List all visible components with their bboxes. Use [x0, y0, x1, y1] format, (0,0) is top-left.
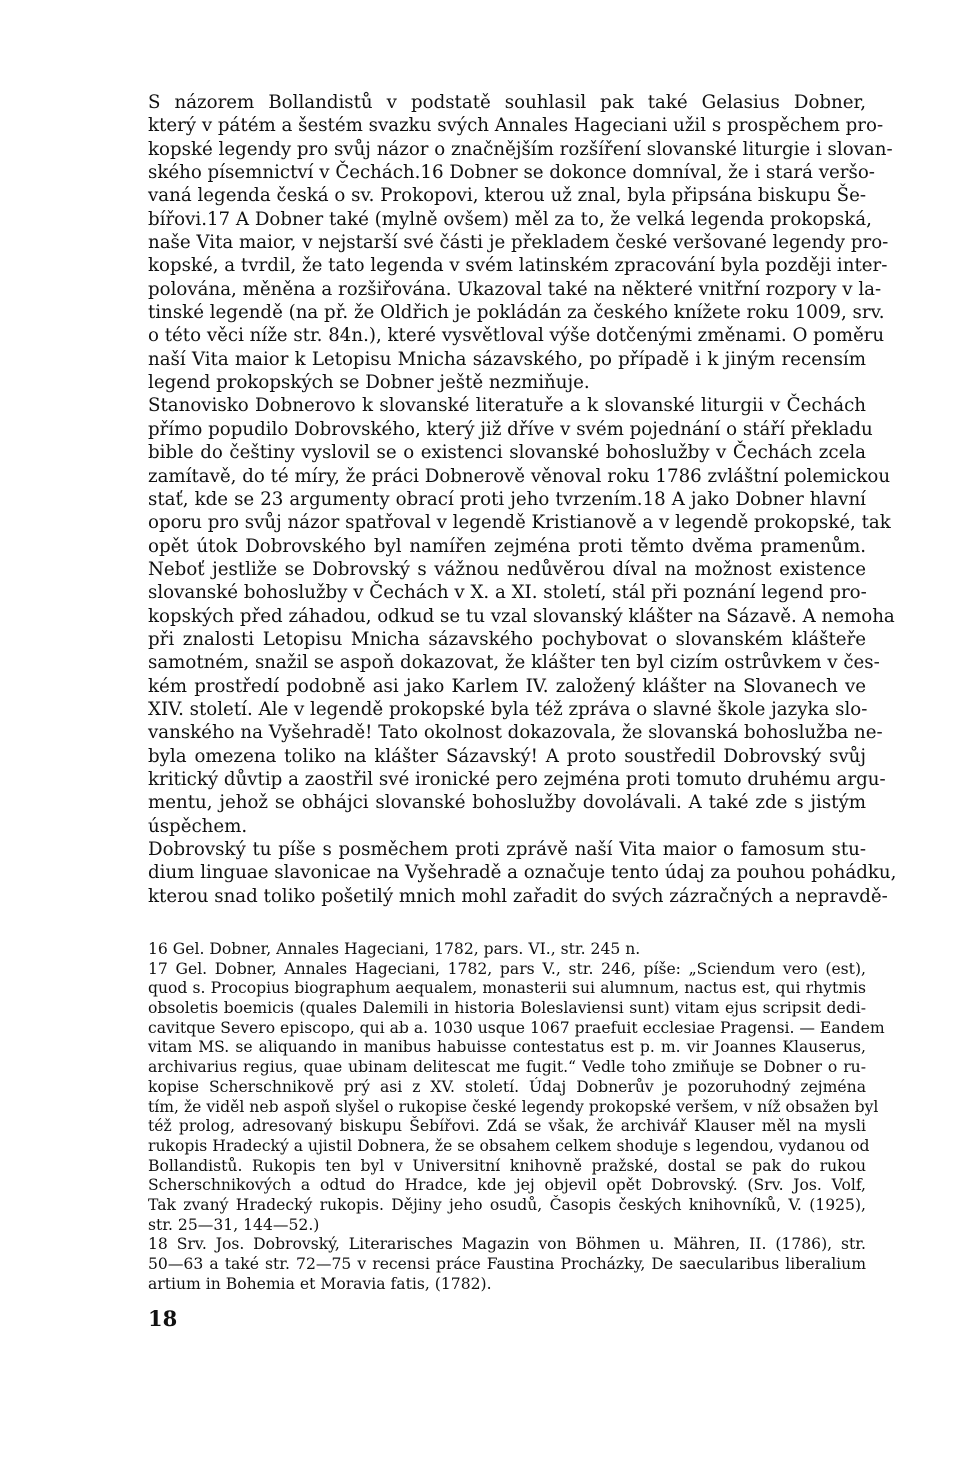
- text-line: opět útok Dobrovského byl namířen zejména proti těmto dvěma pramenům.: [148, 535, 866, 557]
- text-line: legend prokopských se Dobner ještě nezmiňuje.: [148, 372, 590, 394]
- text-line: bible do češtiny vyslovil se o existenci slovanské bohoslužby v Čechách zcela: [148, 442, 866, 464]
- text-line: tinské legendě (na př. že Oldřich je pokládán za českého knížete roku 1009, srv.: [148, 302, 885, 324]
- text-line: úspěchem.: [148, 815, 248, 837]
- text-line: o této věci níže str. 84n.), které vysvětloval výše dotčenými změnami. O poměru: [148, 325, 885, 347]
- text-line: kopské, a tvrdil, že tato legenda v svém latinském zpracování byla později inter-: [148, 255, 888, 277]
- footnote-line: Bollandistů. Rukopis ten byl v Universitní knihovně pražské, dostal se pak do rukou: [148, 1156, 866, 1175]
- footnote-line: 50—63 a také str. 72—75 v recensi práce Faustina Procházky, De saecularibus liberalium: [148, 1255, 866, 1273]
- text-line: vanského na Vyšehradě! Tato okolnost dokazovala, že slovanská bohoslužba ne-: [148, 722, 883, 744]
- footnote-line: tím, že viděl neb aspoň slyšel o rukopise české legendy prokopské veršem, v níž obsažen byl: [148, 1097, 879, 1116]
- page-number: 18: [148, 1306, 178, 1331]
- text-line: S názorem Bollandistů v podstatě souhlasil pak také Gelasius Dobner,: [148, 92, 866, 113]
- text-line: bířovi.17 A Dobner také (mylně ovšem) měl za to, že velká legenda prokopská,: [148, 208, 872, 230]
- text-line: oporu pro svůj názor spatřoval v legendě Kristianově a v legendě prokopské, tak: [148, 512, 891, 534]
- main-text: [148, 91, 897, 908]
- text-line: byla omezena toliko na klášter Sázavský! A proto soustředil Dobrovský svůj: [148, 745, 866, 767]
- text-line: ského písemnictví v Čechách.16 Dobner se dokonce domníval, že i stará veršo-: [148, 162, 875, 184]
- footnote-line: cavitque Severo episcopo, qui ab a. 1030 usque 1067 praefuit ecclesiae Pragensi. — Eandem: [148, 1018, 885, 1037]
- footnote-line: 17 Gel. Dobner, Annales Hageciani, 1782, pars V., str. 246, píše: „Sciendum vero (est),: [148, 959, 866, 978]
- text-line: přímo popudilo Dobrovského, který již dříve v svém pojednání o stáří překladu: [148, 418, 873, 440]
- footnote-line: rukopis Hradecký a ujistil Dobnera, že se obsahem celkem shoduje s legendou, vydanou od: [148, 1136, 870, 1155]
- footnotes: [148, 940, 885, 1294]
- text-line: dium linguae slavonicae na Vyšehradě a označuje tento údaj za pouhou pohádku,: [148, 862, 897, 884]
- footnote-line: 18 Srv. Jos. Dobrovský, Literarisches Magazin von Böhmen u. Mähren, II. (1786), str.: [148, 1235, 866, 1254]
- text-line: kterou snad toliko pošetilý mnich mohl zařadit do svých zázračných a nepravdě-: [148, 885, 888, 907]
- text-line: naší Vita maior k Letopisu Mnicha sázavského, po případě i k jiným recensím: [148, 348, 866, 370]
- text-line: naše Vita maior, v nejstarší své části je překladem české veršované legendy pro-: [148, 232, 889, 254]
- footnote-line: quod s. Procopius biographum aequalem, monasterii sui alumnum, nactus est, qui rhytmis: [148, 979, 866, 998]
- text-line: mentu, jehož se obhájci slovanské bohoslužby dovolávali. A také zde s jistým: [148, 792, 866, 814]
- text-line: kém prostředí podobně asi jako Karlem IV. založený klášter na Slovanech ve: [148, 675, 866, 697]
- footnote-line: str. 25—31, 144—52.): [148, 1215, 320, 1234]
- text-line: kopských před záhadou, odkud se tu vzal slovanský klášter na Sázavě. A nemoha: [148, 605, 895, 627]
- footnote-line: kopise Scherschnikově prý asi z XV. století. Údaj Dobnerův je pozoruhodný zejména: [148, 1077, 866, 1096]
- text-line: XIV. století. Ale v legendě prokopské byla též zpráva o slavné škole jazyka slo-: [148, 698, 868, 720]
- footnote-line: Tak zvaný Hradecký rukopis. Dějiny jeho osudů, Časopis českých knihovníků, V. (1925),: [148, 1195, 866, 1214]
- text-line: kopské legendy pro svůj názor o značnějším rozšíření slovanské liturgie i slovan-: [148, 138, 893, 160]
- text-line: Neboť jestliže se Dobrovský s vážnou nedůvěrou díval na možnost existence: [148, 558, 866, 580]
- text-line: Dobrovský tu píše s posměchem proti zprávě naší Vita maior o famosum stu-: [148, 839, 866, 860]
- footnote-line: obsoletis boemicis (quales Dalemili in historia Boleslaviensi sunt) vitam ejus scripsit dedi-: [148, 999, 866, 1018]
- footnote-line: 16 Gel. Dobner, Annales Hageciani, 1782, pars. VI., str. 245 n.: [148, 940, 641, 958]
- text-line: slovanské bohoslužby v Čechách v X. a XI. století, stál při poznání legend pro-: [148, 582, 867, 604]
- footnote-line: vitam MS. se aliquando in manibus habuisse contestatus est p. m. vir Joannes Klauserus,: [148, 1038, 866, 1057]
- text-line: při znalosti Letopisu Mnicha sázavského pochybovat o slovanském klášteře: [148, 628, 866, 650]
- text-line: polována, měněna a rozšiřována. Ukazoval také na některé vnitřní rozpory v la-: [148, 278, 882, 300]
- text-line: samotném, snažil se aspoň dokazovat, že klášter ten byl cizím ostrůvkem v čes-: [148, 652, 880, 674]
- text-line: stať, kde se 23 argumenty obrací proti jeho tvrzením.18 A jako Dobner hlavní: [148, 488, 866, 510]
- footnote-line: artium in Bohemia et Moravia fatis, (1782).: [148, 1274, 492, 1293]
- footnote-line: archivarius regius, quae ubinam delitescat me fugit.“ Vedle toho zmiňuje se Dobner o ru-: [148, 1058, 866, 1077]
- footnote-line: též prolog, adresovaný biskupu Šebířovi. Zdá se však, že archivář Klauser měl na mysli: [148, 1117, 866, 1136]
- footnote-line: Scherschnikových a odtud do Hradce, kde jej objevil opět Dobrovský. (Srv. Jos. Volf,: [148, 1176, 866, 1195]
- text-line: vaná legenda česká o sv. Prokopovi, kterou už znal, byla připsána biskupu Še-: [148, 185, 866, 207]
- text-line: který v pátém a šestém svazku svých Annales Hageciani užil s prospěchem pro-: [148, 115, 884, 137]
- text-line: kritický důvtip a zaostřil své ironické pero zejména proti tomuto druhému argu-: [148, 768, 886, 790]
- text-line: zamítavě, do té míry, že práci Dobnerově věnoval roku 1786 zvláštní polemickou: [148, 465, 891, 487]
- text-line: Stanovisko Dobnerovo k slovanské literatuře a k slovanské liturgii v Čechách: [148, 395, 866, 417]
